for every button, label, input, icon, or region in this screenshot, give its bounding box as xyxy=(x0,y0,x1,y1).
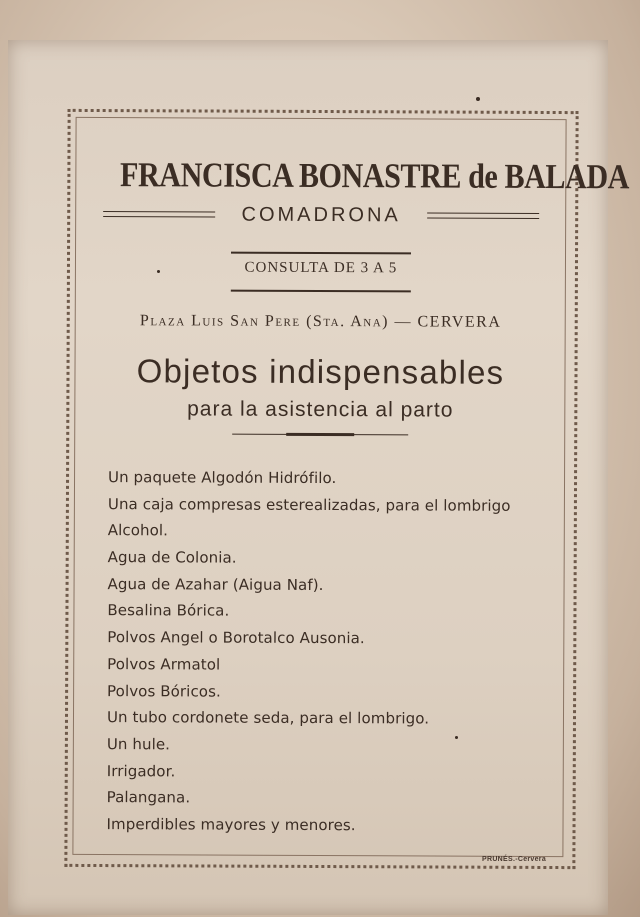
list-item: Besalina Bórica. xyxy=(107,601,230,621)
item-list xyxy=(106,464,548,840)
list-item: Una caja compresas esterealizadas, para el lombrigo xyxy=(107,494,511,515)
ink-speck xyxy=(157,270,160,273)
list-item: Agua de Azahar (Aigua Naf). xyxy=(107,574,324,594)
consultation-hours: CONSULTA DE 3 A 5 xyxy=(244,259,398,277)
list-item: Palangana. xyxy=(106,788,191,807)
ink-speck xyxy=(476,97,480,101)
profession-row xyxy=(101,203,541,229)
midwife-name: FRANCISCA BONASTRE de BALADA xyxy=(120,155,630,197)
list-item: Alcohol. xyxy=(107,521,169,540)
list-item: Un tubo cordonete seda, para el lombrigo. xyxy=(106,708,430,728)
profession-title: COMADRONA xyxy=(241,203,401,227)
ornamental-divider xyxy=(232,432,408,439)
main-heading: Objetos indispensables xyxy=(136,352,505,391)
consultation-top-rule xyxy=(231,252,411,255)
divider-center xyxy=(286,433,354,436)
list-item: Polvos Angel o Borotalco Ausonia. xyxy=(107,628,365,648)
list-item: Irrigador. xyxy=(106,761,176,780)
address-line: Plaza Luis San Pere (Sta. Ana) — CERVERA xyxy=(139,312,502,331)
list-item: Un paquete Algodón Hidrófilo. xyxy=(107,468,337,488)
sub-heading: para la asistencia al parto xyxy=(187,397,454,422)
list-item: Un hule. xyxy=(106,734,171,754)
list-item: Polvos Armatol xyxy=(107,654,221,674)
document-content xyxy=(84,119,630,841)
list-item: Imperdibles mayores y menores. xyxy=(106,815,356,835)
list-item: Agua de Colonia. xyxy=(107,548,237,567)
right-double-rule xyxy=(427,212,539,218)
list-item: Polvos Bóricos. xyxy=(107,681,221,701)
printer-credit: PRUNÉS.-Cervera xyxy=(482,856,547,863)
consultation-bottom-rule xyxy=(231,290,411,293)
ink-speck xyxy=(455,736,458,739)
